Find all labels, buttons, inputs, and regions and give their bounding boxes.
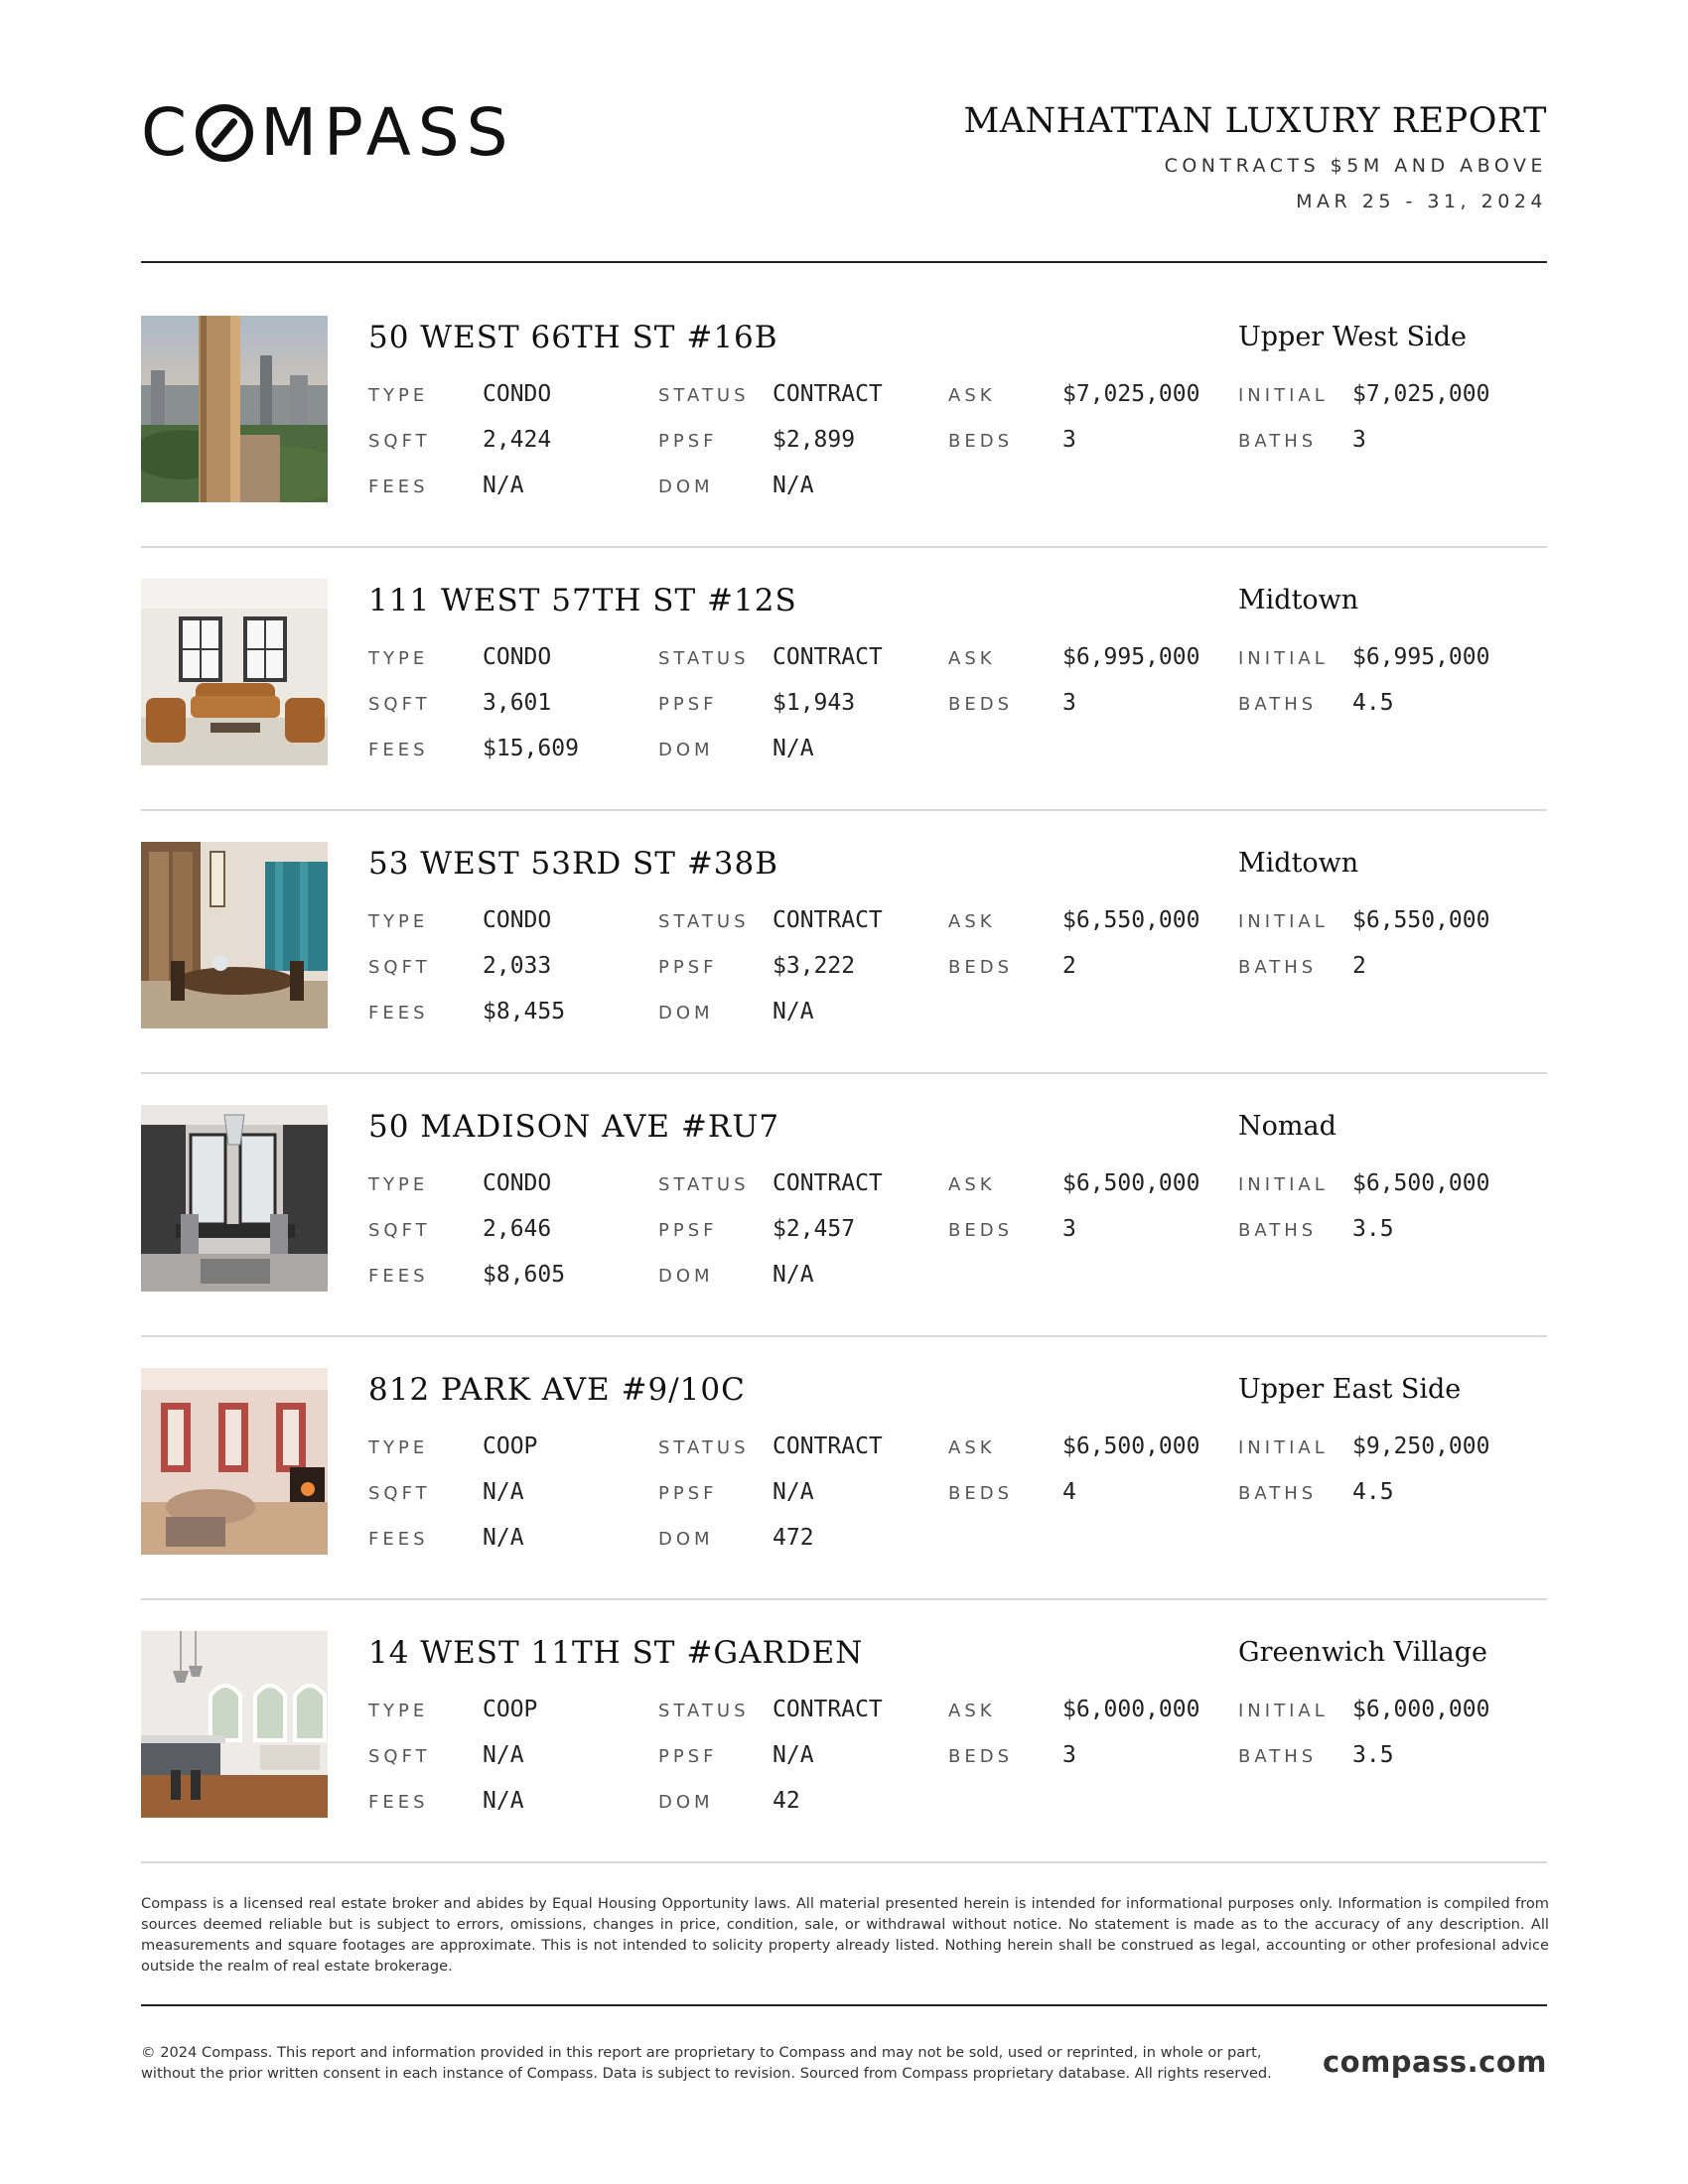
kitchen-arched-image bbox=[141, 1631, 328, 1818]
initial-label: INITIAL bbox=[1238, 648, 1329, 669]
listing-row bbox=[141, 579, 1547, 842]
status-label: STATUS bbox=[658, 385, 750, 406]
baths-value: 3.5 bbox=[1352, 1216, 1394, 1242]
sqft-value: 3,601 bbox=[483, 690, 552, 716]
status-label: STATUS bbox=[658, 1701, 750, 1721]
dom-value: N/A bbox=[773, 999, 814, 1024]
status-value: CONTRACT bbox=[773, 381, 883, 407]
status-label: STATUS bbox=[658, 1437, 750, 1458]
baths-label: BATHS bbox=[1238, 694, 1318, 715]
fees-value: N/A bbox=[483, 1525, 524, 1551]
listing-neighborhood: Midtown bbox=[1238, 848, 1359, 879]
sqft-value: N/A bbox=[483, 1742, 524, 1768]
footer-divider bbox=[141, 2004, 1547, 2006]
fees-label: FEES bbox=[368, 477, 429, 497]
type-value: CONDO bbox=[483, 1170, 552, 1196]
report-date-range: MAR 25 - 31, 2024 bbox=[1296, 191, 1547, 212]
baths-value: 2 bbox=[1352, 953, 1366, 979]
listing-row bbox=[141, 1105, 1547, 1368]
fees-label: FEES bbox=[368, 1792, 429, 1813]
listings bbox=[141, 316, 1547, 1894]
beds-label: BEDS bbox=[948, 957, 1014, 978]
beds-value: 3 bbox=[1062, 1742, 1076, 1768]
type-label: TYPE bbox=[368, 385, 429, 406]
salon-pink-image bbox=[141, 1368, 328, 1555]
beds-label: BEDS bbox=[948, 1220, 1014, 1241]
listing-address: 53 WEST 53RD ST #38B bbox=[368, 846, 779, 882]
baths-label: BATHS bbox=[1238, 1483, 1318, 1504]
dom-label: DOM bbox=[658, 1792, 714, 1813]
listing-divider bbox=[141, 1598, 1547, 1600]
listing-photo bbox=[141, 316, 328, 502]
initial-label: INITIAL bbox=[1238, 1701, 1329, 1721]
baths-value: 4.5 bbox=[1352, 1479, 1394, 1505]
fees-label: FEES bbox=[368, 740, 429, 760]
dining-room-grey-image bbox=[141, 1105, 328, 1292]
sqft-value: 2,033 bbox=[483, 953, 552, 979]
initial-value: $6,500,000 bbox=[1352, 1170, 1490, 1196]
ask-label: ASK bbox=[948, 1701, 996, 1721]
beds-value: 3 bbox=[1062, 690, 1076, 716]
fees-value: $8,605 bbox=[483, 1262, 566, 1288]
legal-disclaimer: Compass is a licensed real estate broker and abides by Equal Housing Opportunity laws. All material presented herein is intended for informational purposes only. Information is compiled from sources deemed reliable but is subject to errors, omissions, changes in price, condition, sale, or withdrawal without notice. No statement is made as to the accuracy of any description. All measurements and square footages are approximate. This is not intended to solicity property already listed. Nothing herein shall be construed as legal, accounting or other profesional advice outside the realm of real estate brokerage. bbox=[141, 1895, 1549, 1975]
status-label: STATUS bbox=[658, 1174, 750, 1195]
type-value: CONDO bbox=[483, 381, 552, 407]
dom-value: 42 bbox=[773, 1788, 800, 1814]
fees-value: N/A bbox=[483, 1788, 524, 1814]
listing-address: 812 PARK AVE #9/10C bbox=[368, 1372, 746, 1408]
listing-address: 50 WEST 66TH ST #16B bbox=[368, 320, 778, 355]
ppsf-label: PPSF bbox=[658, 1746, 718, 1767]
listing-photo bbox=[141, 579, 328, 765]
dining-room-teal-image bbox=[141, 842, 328, 1028]
status-value: CONTRACT bbox=[773, 1433, 883, 1459]
listing-photo bbox=[141, 842, 328, 1028]
report-header bbox=[963, 99, 1547, 212]
ask-value: $6,995,000 bbox=[1062, 644, 1200, 670]
report-title: MANHATTAN LUXURY REPORT bbox=[963, 101, 1547, 141]
initial-label: INITIAL bbox=[1238, 1437, 1329, 1458]
baths-value: 3 bbox=[1352, 427, 1366, 453]
listing-neighborhood: Upper West Side bbox=[1238, 322, 1468, 352]
ppsf-value: $2,899 bbox=[773, 427, 856, 453]
ppsf-label: PPSF bbox=[658, 694, 718, 715]
listing-neighborhood: Greenwich Village bbox=[1238, 1637, 1487, 1668]
type-value: COOP bbox=[483, 1697, 538, 1722]
fees-label: FEES bbox=[368, 1003, 429, 1024]
type-label: TYPE bbox=[368, 1174, 429, 1195]
sqft-value: 2,646 bbox=[483, 1216, 552, 1242]
dom-label: DOM bbox=[658, 477, 714, 497]
listing-address: 50 MADISON AVE #RU7 bbox=[368, 1109, 780, 1145]
beds-label: BEDS bbox=[948, 1746, 1014, 1767]
copyright-notice: © 2024 Compass. This report and information provided in this report are proprietary to Compass and may not be sold, used or reprinted, in whole or part, without the prior written consent in each instance of Compass. Data is subject to revision. Sourced from Compass proprietary database. All rights reserved. bbox=[141, 2044, 1272, 2082]
initial-value: $6,550,000 bbox=[1352, 907, 1490, 933]
initial-value: $6,995,000 bbox=[1352, 644, 1490, 670]
ppsf-value: $3,222 bbox=[773, 953, 856, 979]
beds-value: 3 bbox=[1062, 427, 1076, 453]
listing-address: 14 WEST 11TH ST #GARDEN bbox=[368, 1635, 864, 1671]
listing-address: 111 WEST 57TH ST #12S bbox=[368, 583, 797, 618]
listing-row bbox=[141, 1631, 1547, 1894]
ask-value: $6,500,000 bbox=[1062, 1170, 1200, 1196]
dom-value: 472 bbox=[773, 1525, 814, 1551]
ppsf-label: PPSF bbox=[658, 1483, 718, 1504]
tower-skyline-image bbox=[141, 316, 328, 502]
sqft-value: N/A bbox=[483, 1479, 524, 1505]
beds-label: BEDS bbox=[948, 431, 1014, 452]
baths-label: BATHS bbox=[1238, 431, 1318, 452]
ppsf-label: PPSF bbox=[658, 957, 718, 978]
listing-photo bbox=[141, 1105, 328, 1292]
dom-value: N/A bbox=[773, 473, 814, 498]
baths-label: BATHS bbox=[1238, 1220, 1318, 1241]
sqft-label: SQFT bbox=[368, 1220, 431, 1241]
sqft-label: SQFT bbox=[368, 1746, 431, 1767]
ask-value: $7,025,000 bbox=[1062, 381, 1200, 407]
ppsf-label: PPSF bbox=[658, 431, 718, 452]
listing-divider bbox=[141, 546, 1547, 548]
status-label: STATUS bbox=[658, 911, 750, 932]
dom-value: N/A bbox=[773, 736, 814, 761]
logo-letter-c: C bbox=[141, 94, 195, 171]
listing-row bbox=[141, 316, 1547, 579]
listing-photo bbox=[141, 1368, 328, 1555]
baths-value: 4.5 bbox=[1352, 690, 1394, 716]
sqft-label: SQFT bbox=[368, 694, 431, 715]
ask-label: ASK bbox=[948, 385, 996, 406]
sqft-value: 2,424 bbox=[483, 427, 552, 453]
initial-value: $6,000,000 bbox=[1352, 1697, 1490, 1722]
beds-label: BEDS bbox=[948, 694, 1014, 715]
ask-label: ASK bbox=[948, 648, 996, 669]
ask-value: $6,550,000 bbox=[1062, 907, 1200, 933]
ask-label: ASK bbox=[948, 911, 996, 932]
baths-label: BATHS bbox=[1238, 1746, 1318, 1767]
initial-label: INITIAL bbox=[1238, 1174, 1329, 1195]
status-value: CONTRACT bbox=[773, 644, 883, 670]
listing-divider bbox=[141, 1072, 1547, 1074]
type-label: TYPE bbox=[368, 1701, 429, 1721]
fees-value: N/A bbox=[483, 473, 524, 498]
ppsf-value: N/A bbox=[773, 1742, 814, 1768]
listing-row bbox=[141, 1368, 1547, 1631]
listing-row bbox=[141, 842, 1547, 1105]
fees-value: $8,455 bbox=[483, 999, 566, 1024]
sqft-label: SQFT bbox=[368, 957, 431, 978]
report-subtitle: CONTRACTS $5M AND ABOVE bbox=[1164, 155, 1547, 177]
type-value: CONDO bbox=[483, 907, 552, 933]
type-value: COOP bbox=[483, 1433, 538, 1459]
website-link[interactable]: compass.com bbox=[1322, 2045, 1547, 2079]
living-room-leather-image bbox=[141, 579, 328, 765]
status-value: CONTRACT bbox=[773, 907, 883, 933]
sqft-label: SQFT bbox=[368, 431, 431, 452]
initial-label: INITIAL bbox=[1238, 911, 1329, 932]
ask-value: $6,000,000 bbox=[1062, 1697, 1200, 1722]
ask-label: ASK bbox=[948, 1437, 996, 1458]
dom-value: N/A bbox=[773, 1262, 814, 1288]
ppsf-value: $1,943 bbox=[773, 690, 856, 716]
baths-label: BATHS bbox=[1238, 957, 1318, 978]
beds-value: 4 bbox=[1062, 1479, 1076, 1505]
ppsf-value: N/A bbox=[773, 1479, 814, 1505]
initial-value: $7,025,000 bbox=[1352, 381, 1490, 407]
ppsf-label: PPSF bbox=[658, 1220, 718, 1241]
listing-neighborhood: Upper East Side bbox=[1238, 1374, 1462, 1405]
listing-divider bbox=[141, 1335, 1547, 1337]
logo-letters-mpass: MPASS bbox=[260, 94, 515, 171]
status-value: CONTRACT bbox=[773, 1170, 883, 1196]
header-divider bbox=[141, 261, 1547, 263]
listing-photo bbox=[141, 1631, 328, 1818]
listing-divider bbox=[141, 809, 1547, 811]
fees-value: $15,609 bbox=[483, 736, 579, 761]
beds-value: 2 bbox=[1062, 953, 1076, 979]
fees-label: FEES bbox=[368, 1529, 429, 1550]
type-value: CONDO bbox=[483, 644, 552, 670]
type-label: TYPE bbox=[368, 648, 429, 669]
ask-value: $6,500,000 bbox=[1062, 1433, 1200, 1459]
type-label: TYPE bbox=[368, 1437, 429, 1458]
listing-neighborhood: Midtown bbox=[1238, 585, 1359, 615]
compass-o-icon bbox=[196, 104, 253, 162]
ppsf-value: $2,457 bbox=[773, 1216, 856, 1242]
dom-label: DOM bbox=[658, 740, 714, 760]
ask-label: ASK bbox=[948, 1174, 996, 1195]
listing-neighborhood: Nomad bbox=[1238, 1111, 1336, 1142]
listing-divider bbox=[141, 1861, 1547, 1863]
fees-label: FEES bbox=[368, 1266, 429, 1287]
initial-label: INITIAL bbox=[1238, 385, 1329, 406]
type-label: TYPE bbox=[368, 911, 429, 932]
initial-value: $9,250,000 bbox=[1352, 1433, 1490, 1459]
status-label: STATUS bbox=[658, 648, 750, 669]
baths-value: 3.5 bbox=[1352, 1742, 1394, 1768]
beds-label: BEDS bbox=[948, 1483, 1014, 1504]
beds-value: 3 bbox=[1062, 1216, 1076, 1242]
sqft-label: SQFT bbox=[368, 1483, 431, 1504]
dom-label: DOM bbox=[658, 1003, 714, 1024]
status-value: CONTRACT bbox=[773, 1697, 883, 1722]
dom-label: DOM bbox=[658, 1529, 714, 1550]
dom-label: DOM bbox=[658, 1266, 714, 1287]
compass-logo bbox=[141, 94, 568, 171]
